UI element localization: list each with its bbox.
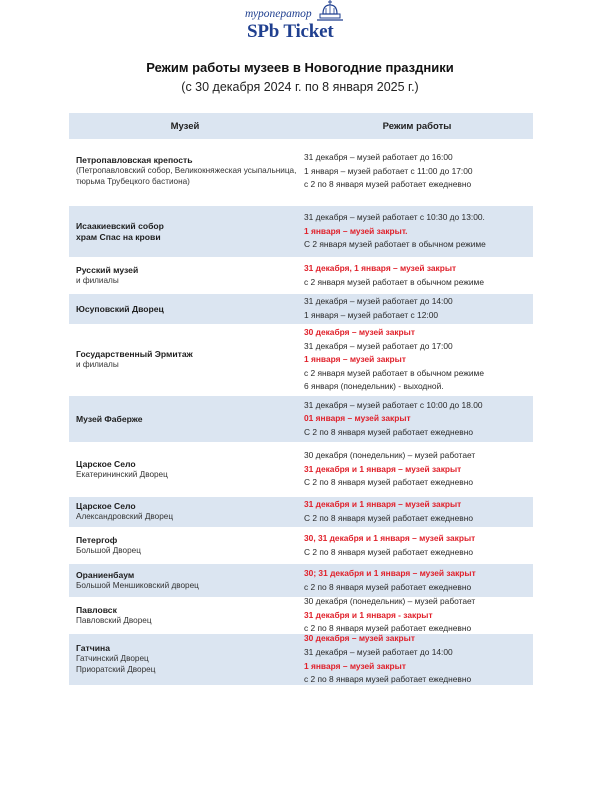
table-row [69,326,533,396]
museum-name: Юсуповский Дворец [76,303,164,314]
museum-cell [69,564,301,597]
hours-cell [301,326,533,394]
hours-cell [301,259,533,292]
closed-notice: 1 января – музей закрыт [304,660,406,671]
hours-line: С 2 по 8 января музей работает ежедневно [304,513,473,523]
logo [243,0,373,48]
museum-description: Приоратский Дворец [76,665,156,674]
hours-line: 30 декабря (понедельник) – музей работает [304,450,476,461]
table-row [69,497,533,529]
museum-cell [69,396,301,442]
table-row [69,259,533,294]
table-row [69,206,533,259]
hours-cell [301,139,533,204]
closed-notice: 31 декабря и 1 января - закрыт [304,609,433,620]
hours-line: С 2 по 8 января музей работает ежедневно [304,477,473,488]
closed-notice: 31 декабря и 1 января – музей закрыт [304,463,462,474]
museum-name: Петропавловская крепость [76,155,193,166]
closed-notice: 30 декабря – музей закрыт [304,633,415,644]
museum-description: (Петропавловский собор, Великокняжеская усыпальница, [76,166,297,176]
museum-description: и филиалы [76,360,119,370]
hours-line: с 2 января музей работает в обычном режиме [304,276,484,287]
hours-cell [301,497,533,527]
hours-cell [301,564,533,597]
museum-description: тюрьма Трубецкого бастиона) [76,177,190,186]
table-row [69,564,533,599]
closed-notice: 30 декабря – музей закрыт [304,327,415,338]
museum-name: храм Спас на крови [76,231,161,242]
museum-cell [69,497,301,527]
museum-name: Царское Село [76,501,136,512]
hours-line: С 2 января музей работает в обычном режиме [304,239,486,250]
hours-line: с 2 по 8 января музей работает ежедневно [304,581,472,592]
hours-line: 6 января (понедельник) - выходной. [304,381,444,392]
hours-line: с 2 по 8 января музей работает ежедневно [304,623,472,634]
hours-line: 1 января – музей работает с 12:00 [304,310,439,320]
hours-line: 31 декабря – музей работает с 10:00 до 18.00 [304,399,483,410]
hours-line: с 2 по 8 января музей работает ежедневно [304,179,472,190]
hours-cell [301,634,533,685]
museum-description: Большой Дворец [76,545,141,555]
hours-line: 31 декабря – музей работает до 16:00 [304,152,453,163]
hours-cell [301,529,533,562]
hours-cell [301,444,533,495]
museum-name: Исаакиевский собор [76,220,164,231]
closed-notice: 31 декабря и 1 января – музей закрыт [304,499,462,510]
hours-line: С 2 по 8 января музей работает ежедневно [304,426,473,437]
museum-description: Екатерининский Дворец [76,469,168,479]
hours-cell [301,396,533,442]
hours-line: 1 января – музей работает с 11:00 до 17:00 [304,165,473,176]
hours-line: 31 декабря – музей работает до 17:00 [304,340,453,351]
schedule-table [69,113,533,687]
table-row [69,634,533,687]
table-row [69,294,533,326]
page-subtitle: (с 30 декабря 2024 г. по 8 января 2025 г.) [181,80,419,94]
museum-cell [69,326,301,394]
museum-description: Александровский Дворец [76,512,174,522]
museum-name: Царское Село [76,458,136,469]
header-museum: Музей [170,120,200,132]
museum-cell [69,259,301,292]
table-row [69,529,533,564]
museum-name: Петергоф [76,534,118,545]
hours-cell [301,206,533,257]
hours-cell [301,294,533,324]
hours-line: 31 декабря – музей работает до 14:00 [304,296,453,307]
museum-name: Музей Фаберже [76,413,143,424]
closed-notice: 1 января – музей закрыт. [304,225,408,236]
closed-notice: 30; 31 декабря и 1 января – музей закрыт [304,567,476,578]
hours-line: с 2 января музей работает в обычном режиме [304,367,484,378]
museum-cell [69,294,301,324]
museum-cell [69,599,301,632]
table-row [69,596,533,634]
museum-description: Павловский Дворец [76,615,152,625]
table-row [69,444,533,497]
closed-notice: 01 января – музей закрыт [304,413,411,424]
museum-cell [69,206,301,257]
museum-name: Государственный Эрмитаж [76,349,193,360]
hours-line: 31 декабря – музей работает с 10:30 до 13:00. [304,212,485,223]
table-row [69,139,533,206]
museum-description: и филиалы [76,275,119,285]
museum-cell [69,139,301,204]
closed-notice: 30, 31 декабря и 1 января – музей закрыт [304,532,476,543]
cathedral-dome-icon [315,0,345,22]
hours-line: 31 декабря – музей работает до 14:00 [304,646,453,657]
museum-name: Русский музей [76,264,139,275]
header-hours: Режим работы [382,120,452,132]
museum-cell [69,529,301,562]
table-row [69,396,533,444]
museum-name: Павловск [76,604,117,615]
museum-cell [69,634,301,685]
museum-description: Гатчинский Дворец [76,654,149,664]
hours-line: С 2 по 8 января музей работает ежедневно [304,546,473,557]
hours-line: 30 декабря (понедельник) – музей работает [304,596,476,607]
table-header [69,113,533,139]
page-title: Режим работы музеев в Новогодние праздники [146,60,454,75]
closed-notice: 1 января – музей закрыт [304,354,406,365]
hours-cell [301,596,533,634]
museum-name: Ораниенбаум [76,569,135,580]
table-body [69,139,533,687]
logo-brand: SPb Ticket [247,21,334,42]
museum-name: Гатчина [76,643,110,654]
closed-notice: 31 декабря, 1 января – музей закрыт [304,262,457,273]
logo-tagline: туроператор [245,8,312,20]
museum-description: Большой Меншиковский дворец [76,580,199,590]
hours-line: с 2 по 8 января музей работает ежедневно [304,674,472,685]
museum-cell [69,444,301,495]
